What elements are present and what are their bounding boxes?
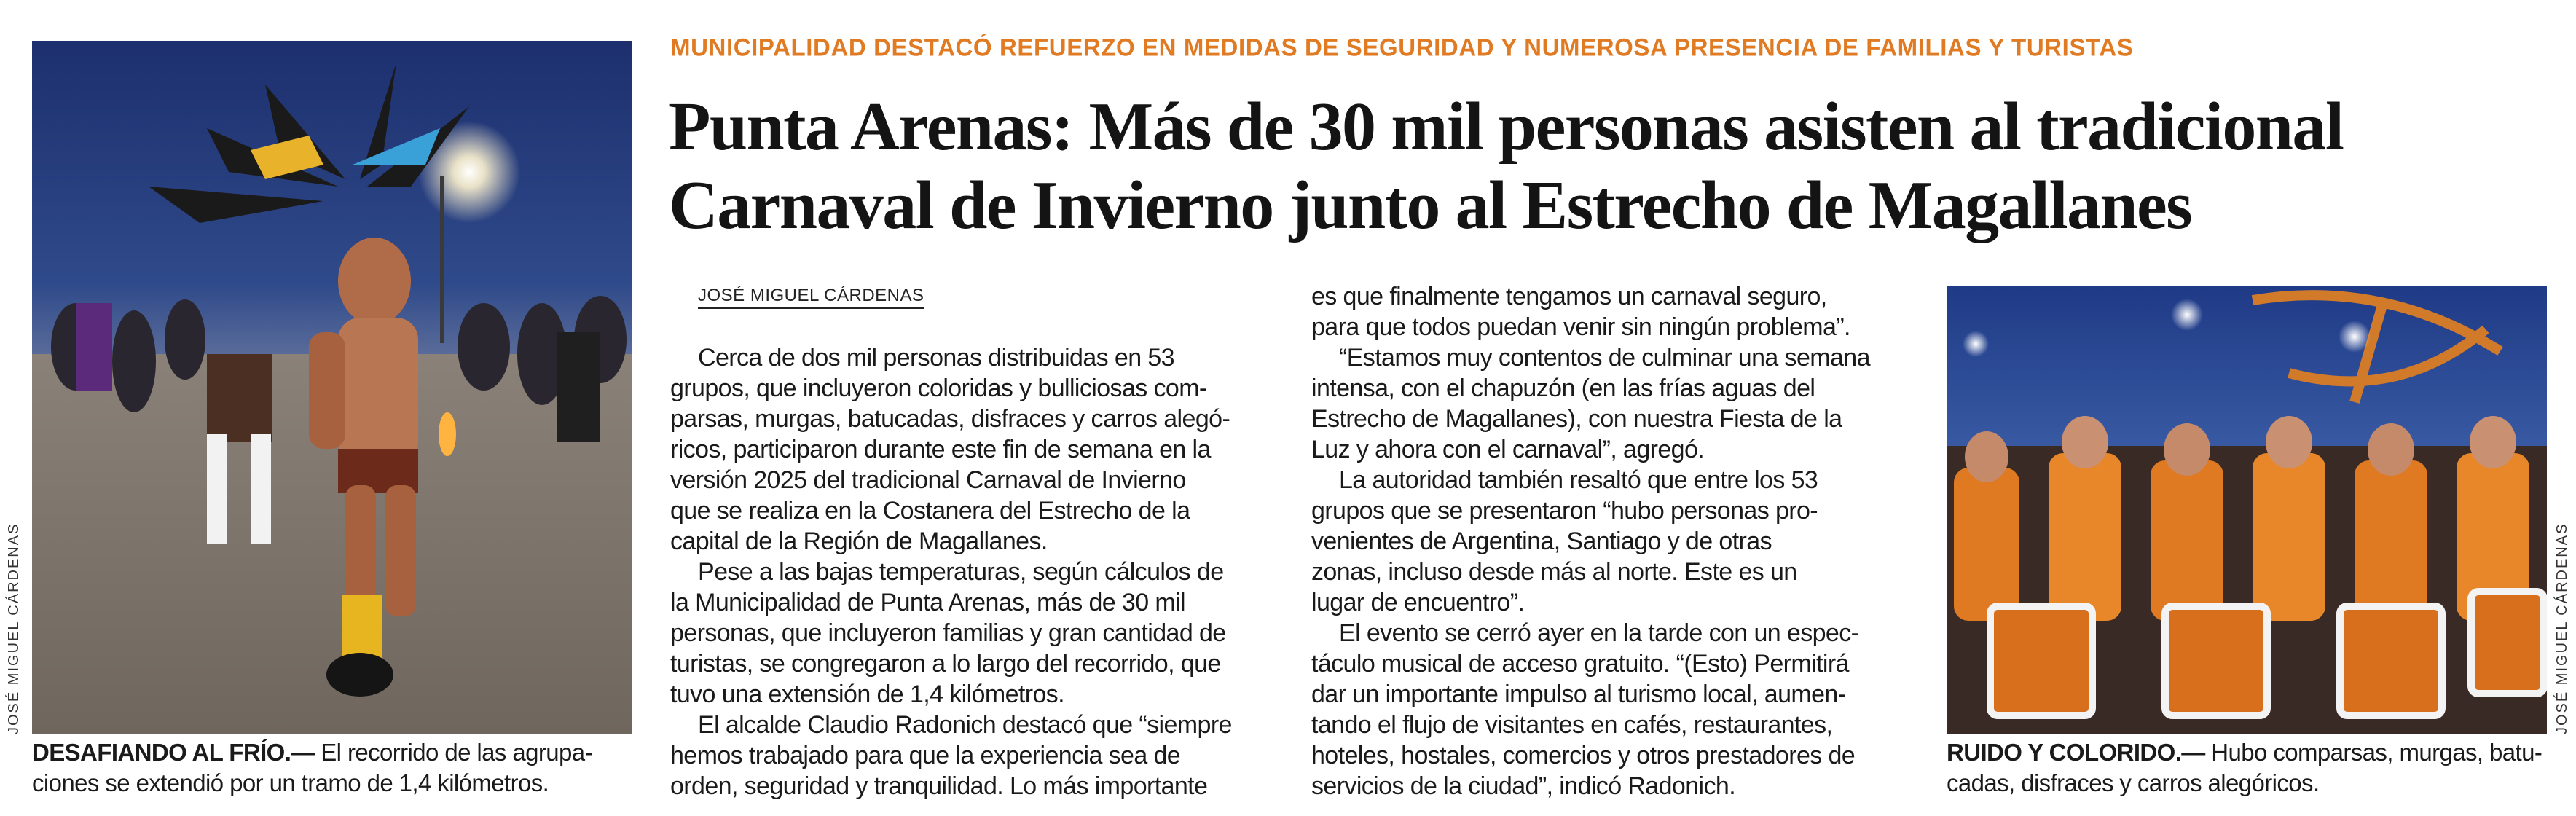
article-line: lugar de encuentro”. — [1311, 589, 1525, 616]
article-line: táculo musical de acceso gratuito. “(Esto) Permitirá — [1311, 650, 1849, 678]
byline: JOSÉ MIGUEL CÁRDENAS — [698, 286, 924, 309]
headline-line-1: Punta Arenas: Más de 30 mil personas asisten al tradicional — [669, 89, 2344, 165]
article-line: grupos que se presentaron “hubo personas pro- — [1311, 497, 1818, 525]
article-line: para que todos puedan venir sin ningún problema”. — [1311, 313, 1850, 341]
article-line: La autoridad también resaltó que entre los 53 — [1339, 466, 1818, 494]
article-line: grupos, que incluyeron coloridas y bulliciosas com- — [670, 374, 1207, 402]
article-line: Luz y ahora con el carnaval”, agregó. — [1311, 436, 1705, 463]
photo-credit-right: JOSÉ MIGUEL CÁRDENAS — [2554, 522, 2570, 734]
article-line: “Estamos muy contentos de culminar una semana — [1339, 344, 1870, 372]
article-line: Pese a las bajas temperaturas, según cálculos de — [698, 558, 1224, 586]
article-line: zonas, incluso desde más al norte. Este es un — [1311, 558, 1797, 586]
article-line: orden, seguridad y tranquilidad. Lo más importante — [670, 772, 1208, 800]
article-line: personas, que incluyeron familias y gran cantidad de — [670, 619, 1226, 647]
article-line: El evento se cerró ayer en la tarde con un espec- — [1339, 619, 1859, 647]
caption-left-text-2: ciones se extendió por un tramo de 1,4 kilómetros. — [32, 769, 549, 796]
article-line: parsas, murgas, batucadas, disfraces y carros alegó- — [670, 405, 1230, 433]
article-line: intensa, con el chapuzón (en las frías aguas del — [1311, 374, 1815, 402]
kicker: MUNICIPALIDAD DESTACÓ REFUERZO EN MEDIDAS DE SEGURIDAD Y NUMEROSA PRESENCIA DE FAMILIAS Y TURISTAS — [670, 33, 2134, 61]
photo-credit-left: JOSÉ MIGUEL CÁRDENAS — [6, 522, 22, 734]
caption-right-lead: RUIDO Y COLORIDO.— — [1947, 739, 2205, 766]
caption-right-text-1: Hubo comparsas, murgas, batu- — [2204, 739, 2542, 766]
headline — [669, 87, 2563, 245]
article-line: hemos trabajado para que la experiencia sea de — [670, 742, 1181, 769]
article-line: tuvo una extensión de 1,4 kilómetros. — [670, 680, 1065, 708]
article-line: que se realiza en la Costanera del Estrecho de la — [670, 497, 1190, 525]
article-line: es que finalmente tengamos un carnaval seguro, — [1311, 283, 1827, 310]
article-line: El alcalde Claudio Radonich destacó que “siempre — [698, 711, 1232, 739]
article-column-1 — [670, 342, 1275, 801]
article-line: Cerca de dos mil personas distribuidas en 53 — [698, 344, 1174, 372]
article-line: capital de la Región de Magallanes. — [670, 527, 1048, 555]
article-line: Estrecho de Magallanes), con nuestra Fiesta de la — [1311, 405, 1842, 433]
article-line: dar un importante impulso al turismo local, aumen- — [1311, 680, 1846, 708]
photo-dancer — [32, 41, 632, 734]
article-line: hoteles, hostales, comercios y otros prestadores de — [1311, 742, 1856, 769]
article-line: ricos, participaron durante este fin de semana en la — [670, 436, 1211, 463]
article-line: venientes de Argentina, Santiago y de otras — [1311, 527, 1772, 555]
article-line: tando el flujo de visitantes en cafés, restaurantes, — [1311, 711, 1833, 739]
article-line: servicios de la ciudad”, indicó Radonich. — [1311, 772, 1736, 800]
caption-left-text-1: El recorrido de las agrupa- — [314, 739, 592, 766]
article-column-2 — [1311, 281, 1923, 801]
article-line: la Municipalidad de Punta Arenas, más de 30 mil — [670, 589, 1186, 616]
photo-drummers — [1947, 286, 2547, 734]
caption-left-lead: DESAFIANDO AL FRÍO.— — [32, 739, 315, 766]
article-line: turistas, se congregaron a lo largo del recorrido, que — [670, 650, 1221, 678]
caption-left — [32, 737, 637, 799]
caption-right-text-2: cadas, disfraces y carros alegóricos. — [1947, 769, 2320, 796]
article-line: versión 2025 del tradicional Carnaval de Invierno — [670, 466, 1186, 494]
headline-line-2: Carnaval de Invierno junto al Estrecho de Magallanes — [669, 168, 2192, 243]
caption-right — [1947, 737, 2551, 799]
